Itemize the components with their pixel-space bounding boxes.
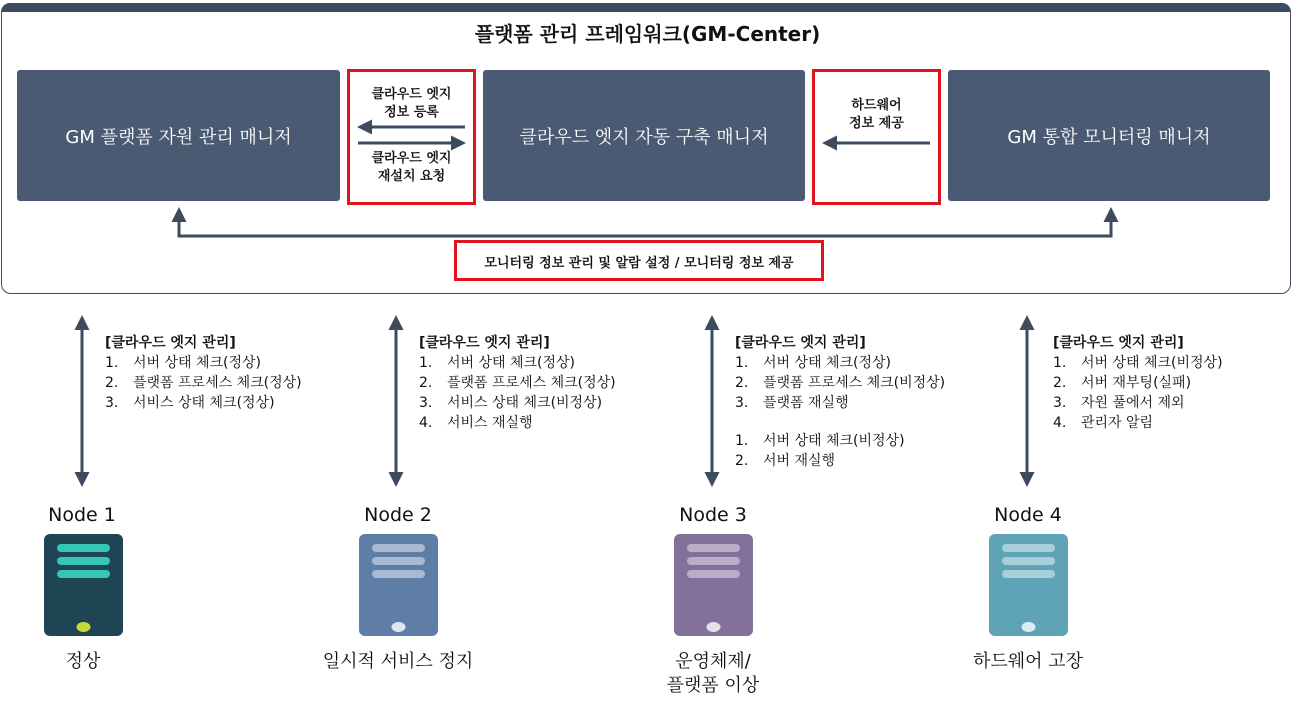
node1-step-1: 1. 서버 상태 체크(정상) <box>105 355 262 371</box>
node4-steps-header: [클라우드 엣지 관리] <box>1053 335 1184 351</box>
node2-step-1: 1. 서버 상태 체크(정상) <box>419 355 576 371</box>
node3-name: Node 3 <box>679 504 747 526</box>
node3-step-3: 3. 플랫폼 재실행 <box>735 395 849 411</box>
cloud-edge-manager-label: 클라우드 엣지 자동 구축 매니저 <box>519 126 769 148</box>
node1-step-2: 2. 플랫폼 프로세스 체크(정상) <box>105 375 302 391</box>
node3-server-icon <box>674 534 753 636</box>
framework-title: 플랫폼 관리 프레임워크(GM-Center) <box>474 22 821 46</box>
node1-step-3: 3. 서비스 상태 체크(정상) <box>105 395 275 411</box>
node1-server-icon <box>44 534 123 636</box>
edge-reinstall-label: 클라우드 엣지 재설치 요청 <box>371 151 452 184</box>
node2-status: 일시적 서비스 정지 <box>322 651 474 672</box>
node2-step-3: 3. 서비스 상태 체크(비정상) <box>419 395 603 411</box>
node3-step-1: 1. 서버 상태 체크(정상) <box>735 355 892 371</box>
node2-steps-header: [클라우드 엣지 관리] <box>419 335 550 351</box>
node3-step-2: 2. 플랫폼 프로세스 체크(비정상) <box>735 375 946 391</box>
node4-name: Node 4 <box>994 504 1062 526</box>
node2-server-icon <box>359 534 438 636</box>
node4-step-3: 3. 자원 풀에서 제외 <box>1053 395 1185 411</box>
monitoring-manager-label: GM 통합 모니터링 매니저 <box>1007 126 1211 148</box>
node3-status: 운영체제/ 플랫폼 이상 <box>666 651 760 696</box>
node4-step-2: 2. 서버 재부팅(실패) <box>1053 375 1192 391</box>
node1-status: 정상 <box>65 651 101 672</box>
node3-steps-header: [클라우드 엣지 관리] <box>735 335 866 351</box>
node3-extra-step-1: 1. 서버 상태 체크(비정상) <box>735 433 905 449</box>
node2-name: Node 2 <box>364 504 432 526</box>
node2-step-2: 2. 플랫폼 프로세스 체크(정상) <box>419 375 616 391</box>
hardware-info-label: 하드웨어 정보 제공 <box>849 98 904 131</box>
node4-status: 하드웨어 고장 <box>972 651 1084 672</box>
node4-server-icon <box>989 534 1068 636</box>
node2-step-4: 4. 서비스 재실행 <box>419 415 533 431</box>
node4-step-1: 1. 서버 상태 체크(비정상) <box>1053 355 1223 371</box>
node3-extra-step-2: 2. 서버 재실행 <box>735 453 836 469</box>
resource-manager-label: GM 플랫폼 자원 관리 매니저 <box>65 126 292 148</box>
node1-steps-header: [클라우드 엣지 관리] <box>105 335 236 351</box>
node1-name: Node 1 <box>48 504 116 526</box>
edge-register-label: 클라우드 엣지 정보 등록 <box>371 87 452 120</box>
monitoring-link-label: 모니터링 정보 관리 및 알람 설정 / 모니터링 정보 제공 <box>484 255 794 271</box>
node4-step-4: 4. 관리자 알림 <box>1053 415 1154 431</box>
